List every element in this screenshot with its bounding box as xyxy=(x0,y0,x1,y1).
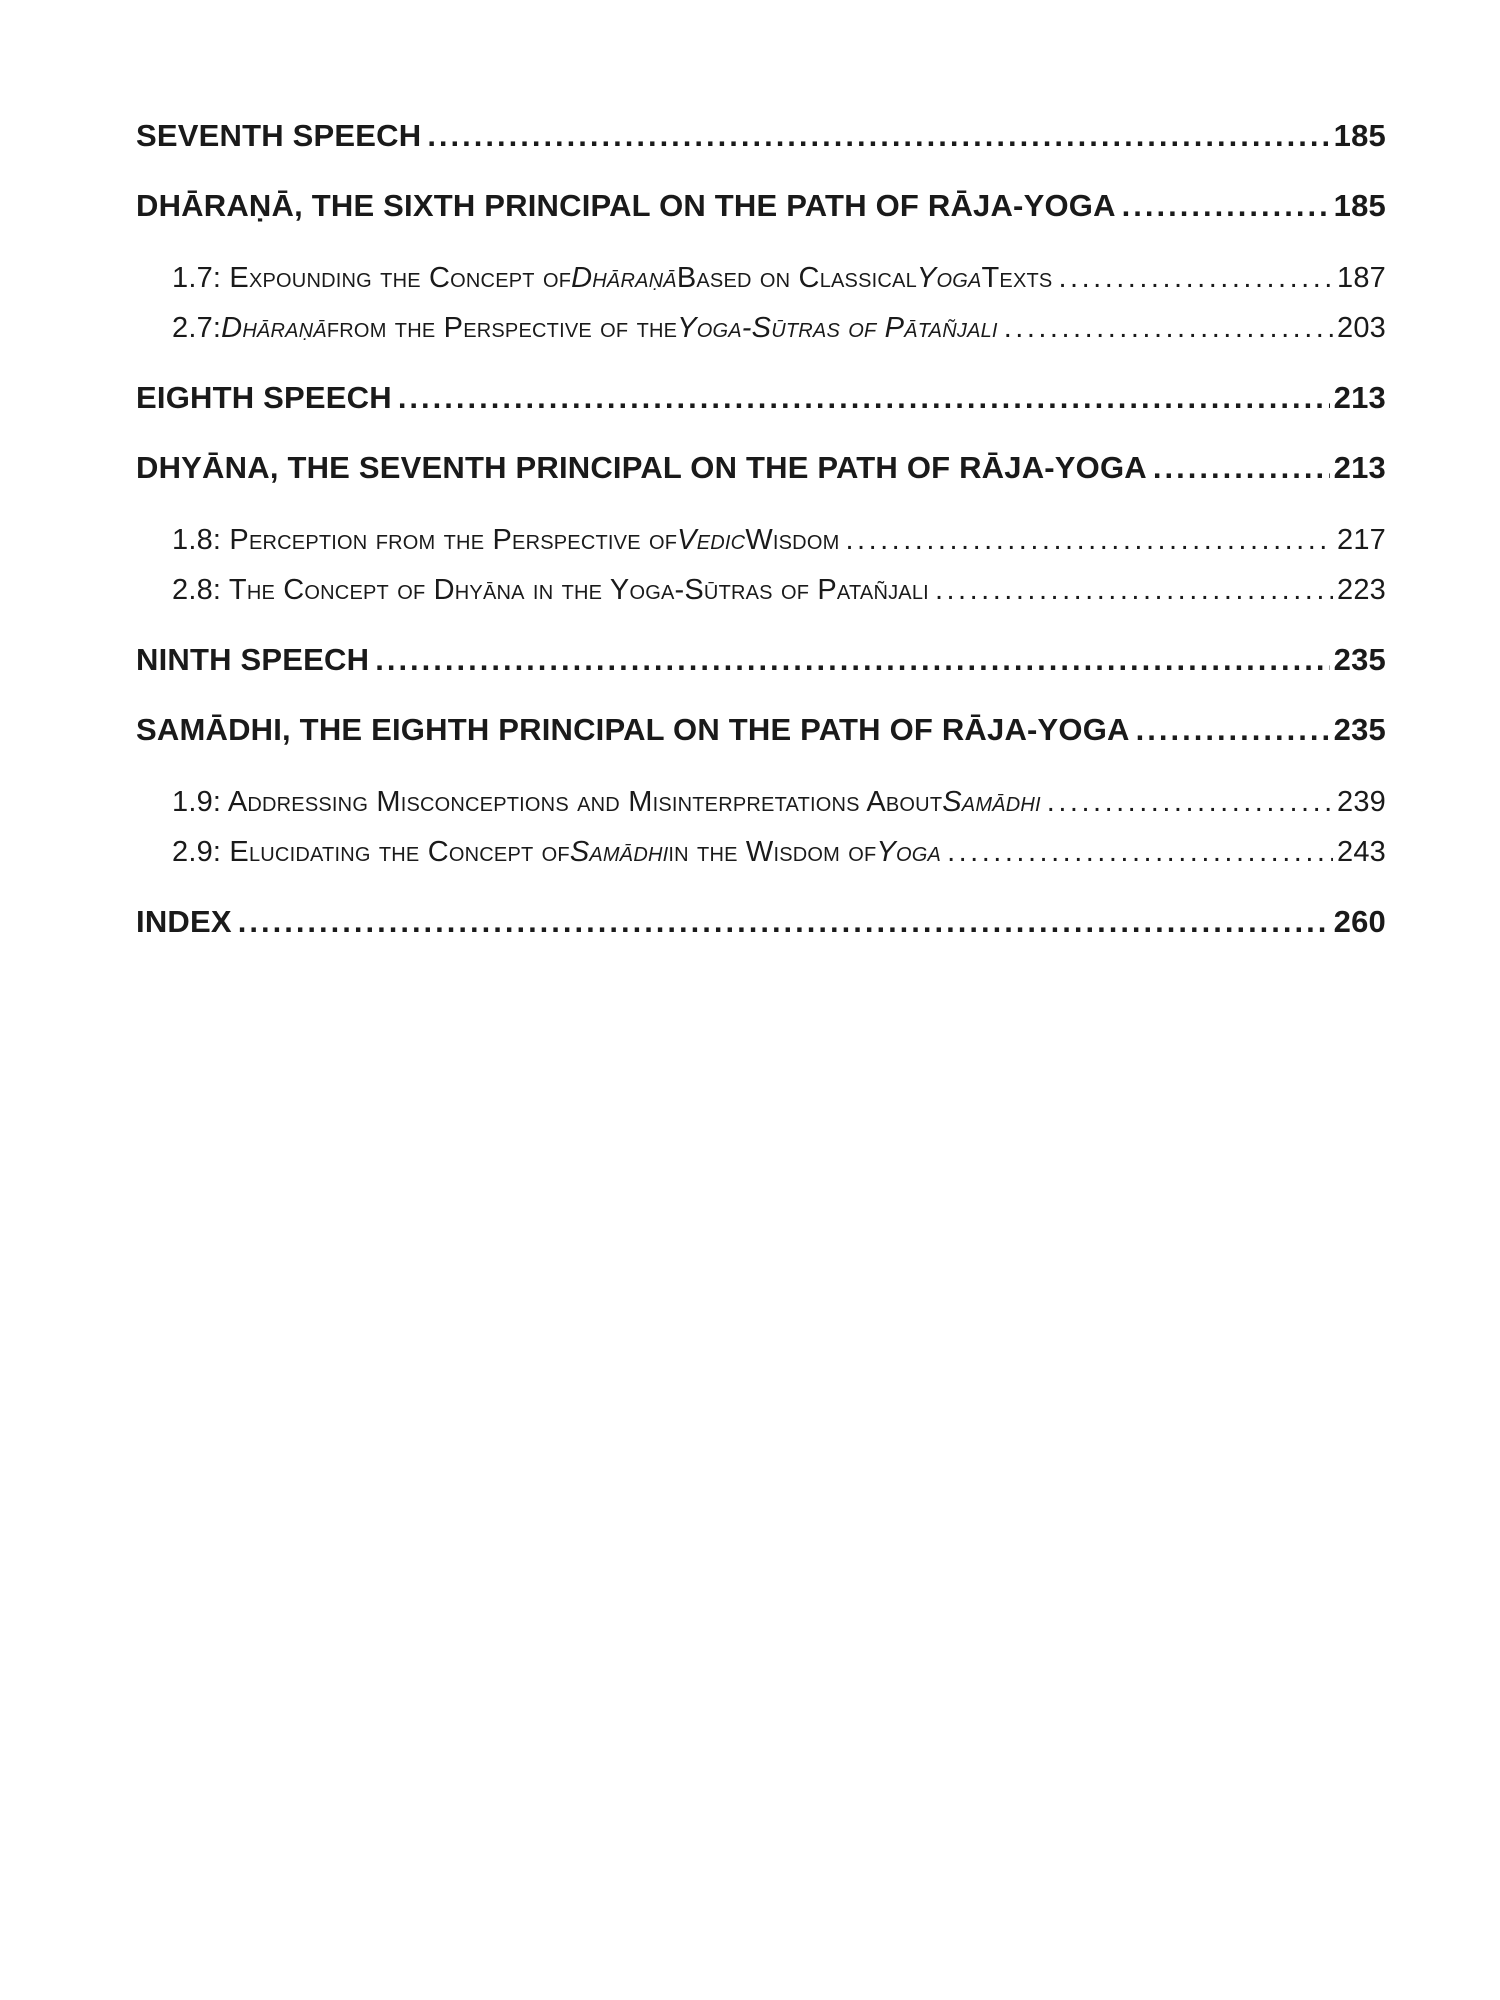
toc-entry-title-part: Yoga xyxy=(876,836,942,868)
dot-leader xyxy=(1122,188,1330,224)
toc-entry-title-part: NINTH SPEECH xyxy=(136,642,370,677)
toc-subentry xyxy=(172,262,1386,295)
toc-entry-title-part: EIGHTH SPEECH xyxy=(136,380,392,415)
page-number: 223 xyxy=(1337,574,1386,606)
toc-subentry xyxy=(172,524,1386,557)
page-number: 203 xyxy=(1337,312,1386,344)
toc-entry-title-part: INDEX xyxy=(136,904,232,939)
toc-entry-title-part: 2.9: Elucidating the Concept of xyxy=(172,836,570,868)
toc-entry-title-part: 2.8: The Concept of Dhyāna in the Yoga-Sūtras of Patañjali xyxy=(172,574,929,606)
dot-leader xyxy=(1153,450,1330,486)
dot-leader xyxy=(1004,312,1333,345)
toc-entry-title-part: 1.8: Perception from the Perspective of xyxy=(172,524,678,556)
page-number: 185 xyxy=(1333,118,1386,153)
toc-entry-title-part: Dhāraṇā xyxy=(571,262,677,294)
page-number: 213 xyxy=(1333,450,1386,485)
toc-subentry xyxy=(172,574,1386,607)
toc-entry xyxy=(136,712,1386,748)
toc-entry xyxy=(136,904,1386,940)
dot-leader xyxy=(238,904,1330,940)
toc-entry-title-part: SEVENTH SPEECH xyxy=(136,118,422,153)
dot-leader xyxy=(935,574,1333,607)
dot-leader xyxy=(947,836,1333,869)
page-number: 187 xyxy=(1337,262,1386,294)
toc-entry xyxy=(136,642,1386,678)
toc-entry-title-part: Yoga-Sūtras of Pātañjali xyxy=(677,312,998,344)
dot-leader xyxy=(427,118,1329,154)
toc-entry-title-part: 1.7: Expounding the Concept of xyxy=(172,262,572,294)
toc-entry-title-part: Samādhi xyxy=(569,836,669,868)
toc-entry-title-part: Dhāraṇā xyxy=(221,312,327,344)
toc-subentry xyxy=(172,786,1386,819)
page-number: 260 xyxy=(1333,904,1386,939)
page-number: 235 xyxy=(1333,642,1386,677)
page-number: 235 xyxy=(1333,712,1386,747)
toc-entry-title-part: DHĀRAṆĀ, THE SIXTH PRINCIPAL ON THE PATH OF RĀJA-YOGA xyxy=(136,188,1116,223)
toc-subentry xyxy=(172,312,1386,345)
dot-leader xyxy=(1058,262,1333,295)
toc-entry-title-part: DHYĀNA, THE SEVENTH PRINCIPAL ON THE PATH OF RĀJA-YOGA xyxy=(136,450,1147,485)
page-number: 185 xyxy=(1333,188,1386,223)
toc-entry-title-part: Wisdom xyxy=(745,524,840,556)
dot-leader xyxy=(398,380,1330,416)
toc-entry xyxy=(136,380,1386,416)
toc-entry xyxy=(136,118,1386,154)
dot-leader xyxy=(845,524,1333,557)
toc-entry xyxy=(136,188,1386,224)
toc-entry-title-part: Based on Classical xyxy=(676,262,917,294)
page-number: 217 xyxy=(1337,524,1386,556)
toc-entry-title-part: Samādhi xyxy=(942,786,1041,818)
page-number: 243 xyxy=(1337,836,1386,868)
toc-entry-title-part: from the Perspective of the xyxy=(326,312,678,344)
toc-entry-title-part: Yoga xyxy=(916,262,982,294)
toc-entry xyxy=(136,450,1386,486)
toc-entry-title-part: in the Wisdom of xyxy=(668,836,877,868)
toc-entry-title-part: 1.9: Addressing Misconceptions and Misinterpretations About xyxy=(172,786,943,818)
toc-entry-title-part: 2.7: xyxy=(172,312,222,344)
toc-entry-title-part: Texts xyxy=(981,262,1053,294)
page-number: 239 xyxy=(1337,786,1386,818)
dot-leader xyxy=(1047,786,1333,819)
page-number: 213 xyxy=(1333,380,1386,415)
toc-entry-title-part: Vedic xyxy=(677,524,746,556)
dot-leader xyxy=(1136,712,1330,748)
toc-entry-title-part: SAMĀDHI, THE EIGHTH PRINCIPAL ON THE PATH OF RĀJA-YOGA xyxy=(136,712,1130,747)
dot-leader xyxy=(375,642,1329,678)
toc-subentry xyxy=(172,836,1386,869)
